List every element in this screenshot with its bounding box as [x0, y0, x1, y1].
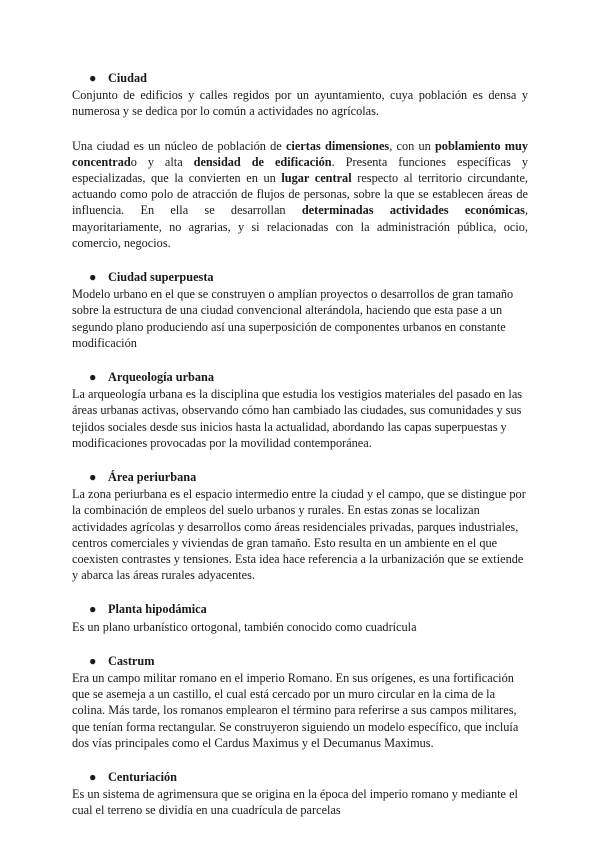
- entry-arqueologia-urbana: [72, 369, 528, 451]
- bullet-icon: ●: [89, 370, 97, 385]
- document-page: [72, 70, 528, 819]
- entry-definition: Modelo urbano en el que se construyen o amplían proyectos o desarrollos de gran tamaño sobre la estructura de una ciudad convencional alterándola, haciendo que esta pase a un segundo plano produciendo así una superposición de componentes urbanos en constante modificación: [72, 287, 514, 350]
- entry-heading: [72, 769, 528, 785]
- entry-heading: [72, 601, 528, 617]
- entry-definition: La arqueología urbana es la disciplina que estudia los vestigios materiales del pasado en las áreas urbanas activas, observando cómo han cambiado las ciudades, sus comunidades y sus tejidos sociales desde sus inicios hasta la actualidad, abordando las capas superpuestas y modificaciones provocadas por la movilidad contemporánea.: [72, 387, 523, 450]
- entry-definition: Es un sistema de agrimensura que se origina en la época del imperio romano y mediante el cual el terreno se dividía en una cuadrícula de parcelas: [72, 787, 518, 818]
- bullet-icon: ●: [89, 770, 97, 785]
- entry-title: Arqueología urbana: [108, 370, 215, 385]
- entry-heading: [72, 469, 528, 485]
- entry-castrum: [72, 653, 528, 751]
- bullet-icon: ●: [89, 602, 97, 617]
- emphasis: ciertas dimensiones: [285, 138, 390, 153]
- entry-title: Castrum: [108, 653, 155, 668]
- bullet-icon: ●: [89, 470, 97, 485]
- entry-ciudad: [72, 70, 528, 251]
- entry-heading: [72, 269, 528, 285]
- entry-title: Ciudad: [108, 71, 147, 85]
- bullet-icon: ●: [89, 71, 97, 85]
- entry-title: Área periurbana: [108, 470, 197, 485]
- entry-heading: [72, 70, 528, 86]
- entry-area-periurbana: [72, 469, 528, 583]
- entry-centuriacion: [72, 769, 528, 819]
- entry-planta-hipodamica: [72, 601, 528, 634]
- entry-heading: [72, 653, 528, 669]
- bullet-icon: ●: [89, 270, 97, 285]
- entry-ciudad-superpuesta: [72, 269, 528, 351]
- emphasis: lugar central: [281, 171, 352, 185]
- entry-heading: [72, 369, 528, 385]
- entry-extra-paragraph: Una ciudad es un núcleo de población de ciertas dimensiones, con un poblamiento muy concentrado y alta densidad de edificación. Presenta funciones específicas y especializadas, que la convierten en un lugar central respecto al territorio circundante, actuando como polo de atracción de flujos de personas, sobre la que se establecen áreas de influencia. En ella se desarrollan determinadas actividades económicas, mayoritariamente, no agrarias, y si relacionadas con la administración pública, ocio, comercio, negocios.: [72, 138, 529, 250]
- emphasis: poblamiento muy concentrad: [72, 138, 528, 169]
- entry-definition: Conjunto de edificios y calles regidos por un ayuntamiento, cuya población es densa y numerosa y se dedica por lo común a actividades no agrícolas.: [72, 88, 528, 119]
- entry-definition: La zona periurbana es el espacio intermedio entre la ciudad y el campo, que se distingue por la combinación de empleos del suelo urbanos y rurales. En estas zonas se localizan actividades agrícolas y desarrollos como áreas residenciales privadas, parques industriales, centros comerciales y viviendas de gran tamaño. Esto resulta en un ambiente en el que coexisten contrastes y tensiones. Esta idea hace referencia a la urbanización que se extiende y abarca las áreas rurales adyacentes.: [72, 487, 526, 583]
- entry-definition: Era un campo militar romano en el imperio Romano. En sus orígenes, es una fortificación que se asemeja a un castillo, el cual está cercado por un muro circular en la cima de la colina. Más tarde, los romanos emplearon el término para referirse a sus campos militares, que tenían forma rectangular. Se construyeron siguiendo un modelo específico, que incluía dos vías principales como el Cardus Maximus y el Decumanus Maximus.: [72, 671, 519, 750]
- entry-title: Ciudad superpuesta: [108, 270, 214, 285]
- entry-title: Planta hipodámica: [108, 602, 207, 617]
- bullet-icon: ●: [89, 653, 97, 668]
- emphasis: densidad de edificación: [193, 154, 332, 169]
- emphasis: determinadas actividades económicas: [301, 203, 525, 218]
- entry-definition: Es un plano urbanístico ortogonal, también conocido como cuadrícula: [72, 619, 417, 634]
- entry-title: Centuriación: [108, 770, 177, 785]
